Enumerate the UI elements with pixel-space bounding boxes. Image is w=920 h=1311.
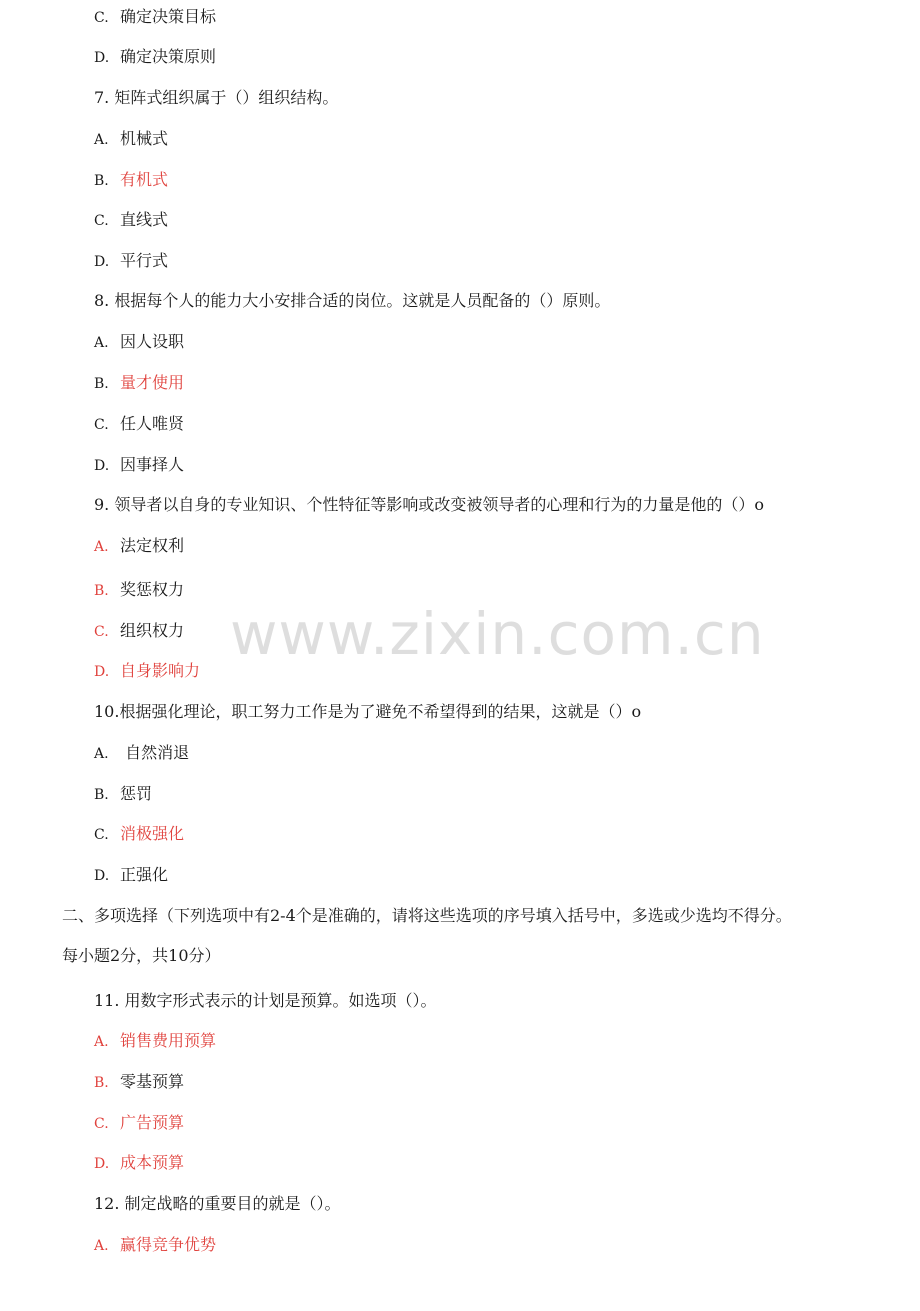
q11-stem: 11. 用数字形式表示的计划是预算。如选项（）。	[94, 991, 437, 1010]
option-letter: B.	[94, 1075, 109, 1091]
q11-option-d	[94, 1152, 184, 1175]
section2-heading-cont: 每小题2分，共10分）	[62, 946, 221, 965]
option-text: 广告预算	[120, 1113, 185, 1132]
q7-stem: 7. 矩阵式组织属于（）组织结构。	[94, 88, 339, 107]
q9-option-b	[94, 579, 184, 602]
option-letter: A.	[94, 335, 109, 351]
option-text: 零基预算	[120, 1072, 185, 1091]
option-text: 自身影响力	[120, 661, 201, 680]
option-text: 有机式	[120, 170, 169, 189]
option-letter: D.	[94, 50, 110, 66]
q11-option-b	[94, 1071, 184, 1094]
q11-option-a	[94, 1030, 216, 1053]
option-letter: C.	[94, 213, 109, 229]
q7-option-d	[94, 250, 168, 273]
option-letter: D.	[94, 868, 110, 884]
q9-stem: 9. 领导者以自身的专业知识、个性特征等影响或改变被领导者的心理和行为的力量是他的（）o	[94, 495, 764, 514]
q9-option-c	[94, 620, 184, 643]
option-letter: D.	[94, 664, 110, 680]
option-letter: B.	[94, 787, 109, 803]
option-text: 量才使用	[120, 373, 185, 392]
option-letter: B.	[94, 376, 109, 392]
option-text: 任人唯贤	[120, 414, 185, 433]
option-text: 机械式	[120, 129, 169, 148]
option-letter: C.	[94, 624, 109, 640]
option-letter: A.	[94, 746, 109, 762]
q9-option-a	[94, 535, 184, 558]
option-text: 确定决策原则	[120, 47, 217, 66]
option-text: 正强化	[120, 865, 169, 884]
q6-option-c	[94, 6, 216, 29]
option-letter: C.	[94, 1116, 109, 1132]
option-text: 自然消退	[120, 743, 190, 762]
q12-stem: 12. 制定战略的重要目的就是（）。	[94, 1194, 341, 1213]
q8-stem: 8. 根据每个人的能力大小安排合适的岗位。这就是人员配备的（）原则。	[94, 291, 611, 310]
q10-option-b	[94, 783, 152, 806]
option-text: 销售费用预算	[120, 1031, 217, 1050]
q11-option-c	[94, 1112, 184, 1135]
q7-option-b	[94, 169, 168, 192]
q8-option-a	[94, 331, 184, 354]
option-text: 奖惩权力	[120, 580, 185, 599]
option-text: 组织权力	[120, 621, 185, 640]
option-text: 平行式	[120, 251, 169, 270]
section2-heading: 二、多项选择（下列选项中有2-4个是准确的，请将这些选项的序号填入括号中，多选或少选均不得分。	[62, 906, 792, 925]
option-text: 成本预算	[120, 1153, 185, 1172]
q7-option-c	[94, 209, 168, 232]
option-text: 因事择人	[120, 455, 185, 474]
q8-option-b	[94, 372, 184, 395]
option-letter: C.	[94, 827, 109, 843]
option-letter: B.	[94, 583, 109, 599]
watermark: www.zixin.com.cn	[230, 600, 765, 668]
option-letter: C.	[94, 10, 109, 26]
q12-option-a	[94, 1234, 216, 1257]
option-text: 消极强化	[120, 824, 185, 843]
q10-option-a	[94, 742, 189, 765]
q7-option-a	[94, 128, 168, 151]
q6-option-d	[94, 46, 216, 69]
option-text: 因人设职	[120, 332, 185, 351]
option-text: 法定权利	[120, 536, 185, 555]
option-text: 直线式	[120, 210, 169, 229]
q8-option-c	[94, 413, 184, 436]
option-letter: A.	[94, 132, 109, 148]
option-text: 惩罚	[120, 784, 153, 803]
option-letter: D.	[94, 1156, 110, 1172]
option-letter: A.	[94, 1034, 109, 1050]
q10-option-d	[94, 864, 168, 887]
q8-option-d	[94, 454, 184, 477]
option-letter: D.	[94, 254, 110, 270]
option-text: 赢得竞争优势	[120, 1235, 217, 1254]
option-letter: C.	[94, 417, 109, 433]
q10-option-c	[94, 823, 184, 846]
option-letter: B.	[94, 173, 109, 189]
q10-stem: 10.根据强化理论，职工努力工作是为了避免不希望得到的结果，这就是（）o	[94, 702, 642, 721]
option-text: 确定决策目标	[120, 7, 217, 26]
option-letter: A.	[94, 539, 109, 555]
option-letter: A.	[94, 1238, 109, 1254]
option-letter: D.	[94, 458, 110, 474]
q9-option-d	[94, 660, 200, 683]
